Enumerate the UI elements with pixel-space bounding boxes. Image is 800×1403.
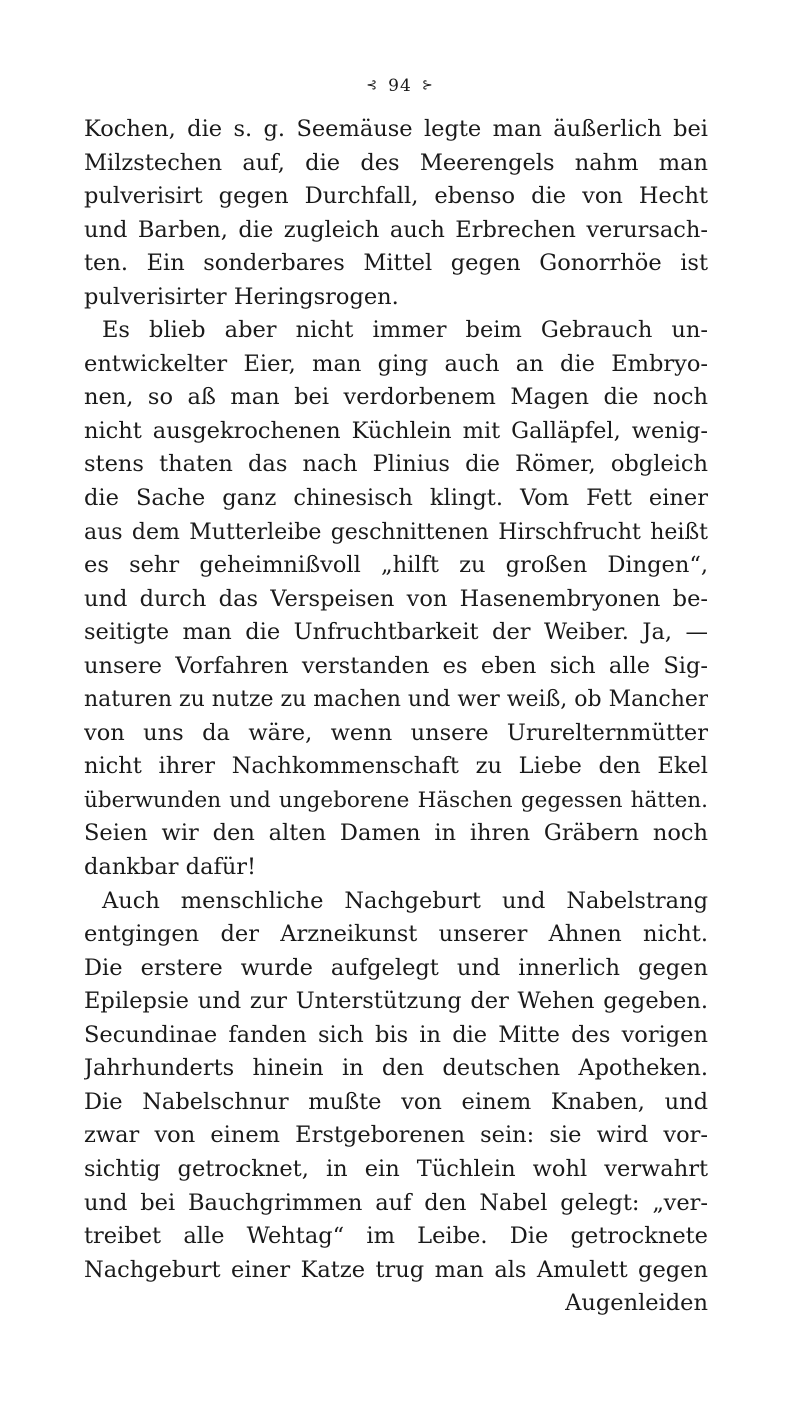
text-line: Kochen, die s. g. Seemäuse legte man äußerlich bei bbox=[84, 116, 708, 142]
text-line: pulverisirter Heringsrogen. bbox=[84, 283, 399, 310]
text-line: nicht ihrer Nachkommenschaft zu Liebe den Ekel bbox=[84, 753, 708, 780]
text-line: überwunden und ungeborene Häschen gegessen hätten. bbox=[84, 787, 708, 813]
text-line: stens thaten das nach Plinius die Römer, obgleich bbox=[84, 451, 708, 478]
text-line: Auch menschliche Nachgeburt und Nabelstrang bbox=[102, 887, 708, 914]
text-line: die Sache ganz chinesisch klingt. Vom Fett einer bbox=[84, 485, 708, 512]
text-line: Epilepsie und zur Unterstützung der Wehen gegeben. bbox=[84, 988, 708, 1015]
text-line: Es blieb aber nicht immer beim Gebrauch un- bbox=[102, 317, 708, 344]
ornament-right-icon: ⊱ bbox=[421, 78, 434, 93]
text-line: treibet alle Wehtag“ im Leibe. Die getrocknete bbox=[84, 1223, 708, 1250]
text-line: nicht ausgekrochenen Küchlein mit Galläpfel, wenig- bbox=[84, 417, 708, 444]
body-text bbox=[84, 113, 708, 1321]
catchword: Augenleiden bbox=[565, 1290, 708, 1317]
text-line: Jahrhunderts hinein in den deutschen Apotheken. bbox=[84, 1055, 708, 1082]
text-line: aus dem Mutterleibe geschnittenen Hirschfrucht heißt bbox=[84, 519, 708, 545]
text-line: Milzstechen auf, die des Meerengels nahm man bbox=[84, 149, 708, 176]
text-line: Secundinae fanden sich bis in die Mitte des vorigen bbox=[84, 1021, 708, 1048]
text-line: es sehr geheimnißvoll „hilft zu großen Dingen“, bbox=[84, 552, 708, 579]
text-line: zwar von einem Erstgeborenen sein: sie wird vor- bbox=[84, 1122, 708, 1149]
text-line: und Barben, die zugleich auch Erbrechen verursach- bbox=[84, 216, 708, 243]
text-line: und durch das Verspeisen von Hasenembryonen be- bbox=[84, 585, 708, 612]
text-line: sichtig getrocknet, in ein Tüchlein wohl verwahrt bbox=[84, 1155, 708, 1182]
text-line: ten. Ein sonderbares Mittel gegen Gonorrhöe ist bbox=[84, 250, 708, 277]
text-line: dankbar dafür! bbox=[84, 854, 257, 881]
text-line: und bei Bauchgrimmen auf den Nabel gelegt: „ver- bbox=[84, 1189, 708, 1216]
text-line: naturen zu nutze zu machen und wer weiß, ob Mancher bbox=[84, 687, 708, 713]
text-line: entgingen der Arzneikunst unserer Ahnen nicht. bbox=[84, 921, 708, 948]
text-line: Nachgeburt einer Katze trug man als Amulett gegen bbox=[84, 1256, 708, 1283]
text-line: Die erstere wurde aufgelegt und innerlich gegen bbox=[84, 954, 708, 981]
page-number: 94 bbox=[388, 76, 412, 96]
running-head bbox=[0, 76, 800, 96]
text-line: von uns da wäre, wenn unsere Ururelternmütter bbox=[84, 719, 708, 746]
ornament-left-icon: ⊰ bbox=[366, 78, 379, 93]
text-line: pulverisirt gegen Durchfall, ebenso die von Hecht bbox=[84, 183, 708, 210]
text-line: entwickelter Eier, man ging auch an die Embryo- bbox=[84, 350, 708, 377]
text-line: seitigte man die Unfruchtbarkeit der Weiber. Ja, — bbox=[84, 619, 708, 646]
text-line: Die Nabelschnur mußte von einem Knaben, und bbox=[84, 1088, 708, 1115]
text-line: unsere Vorfahren verstanden es eben sich alle Sig- bbox=[84, 652, 708, 679]
text-line: nen, so aß man bei verdorbenem Magen die noch bbox=[84, 384, 708, 411]
text-line: Seien wir den alten Damen in ihren Gräbern noch bbox=[84, 820, 708, 847]
